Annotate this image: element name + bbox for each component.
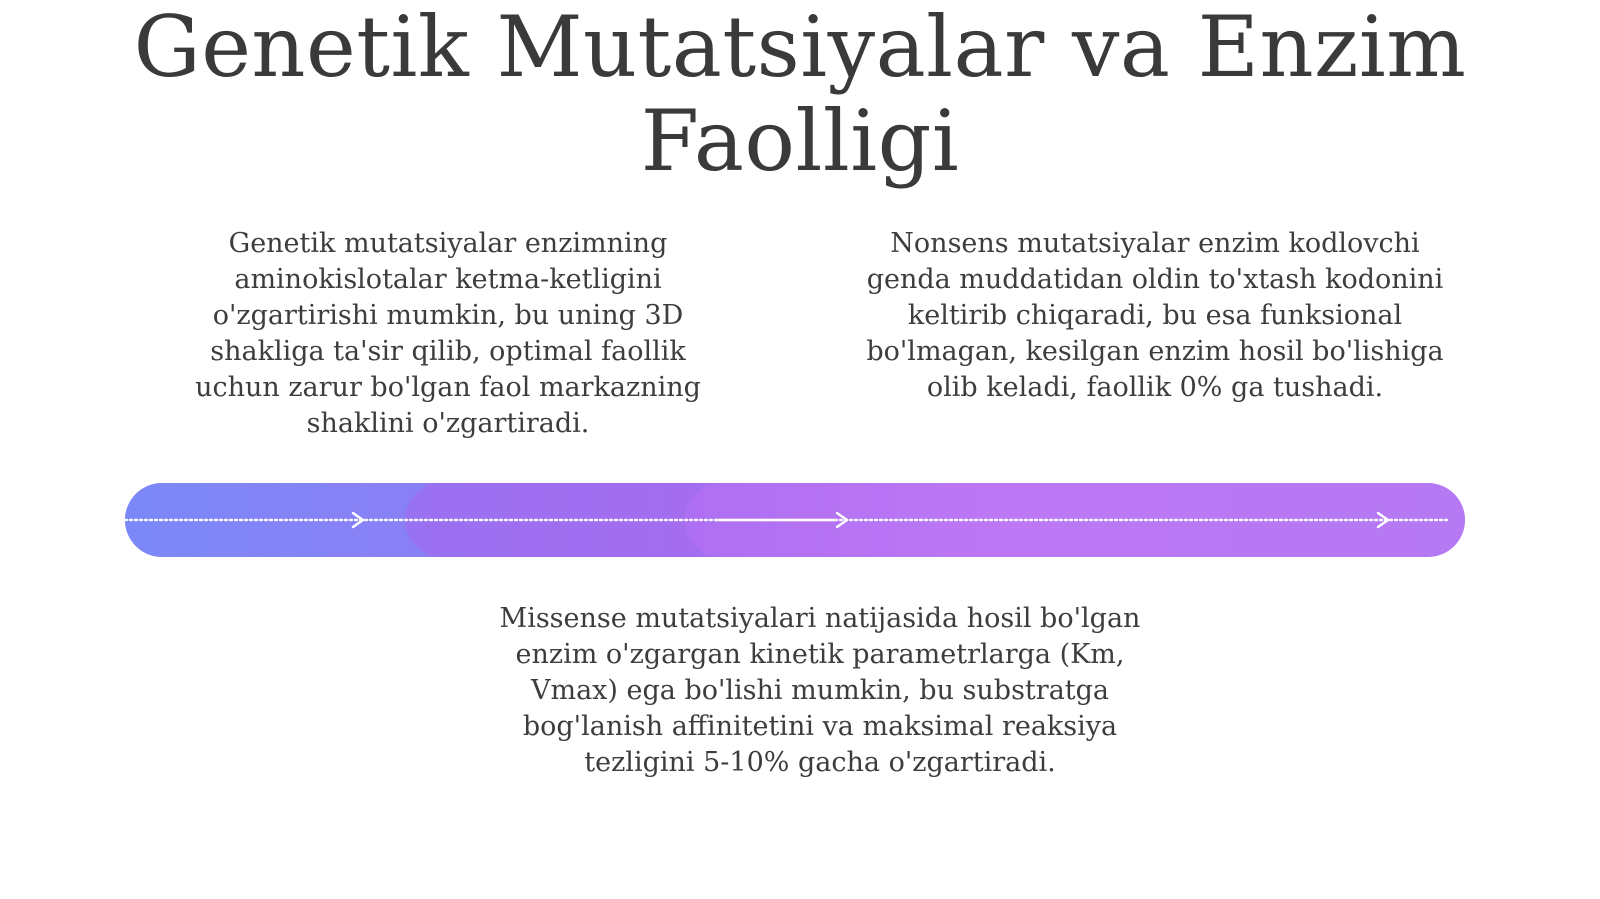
page-title: Genetik Mutatsiyalar va Enzim Faolligi: [133, 0, 1467, 190]
timeline-arrows: [125, 483, 1465, 557]
missense-mutation-text: Missense mutatsiyalari natijasida hosil bo'lgan enzim o'zgargan kinetik parametrlarga (Km, Vmax) ega bo'lishi mumkin, bu substratga bog'lanish affinitetini va maksimal reaksiya tezligini 5-10% gacha o'zgartiradi.: [499, 603, 1141, 778]
nonsense-mutation-text: Nonsens mutatsiyalar enzim kodlovchi genda muddatidan oldin to'xtash kodonini keltirib chiqaradi, bu esa funksional bo'lmagan, kesilgan enzim hosil bo'lishiga olib keladi, faollik 0% ga tushadi.: [866, 228, 1444, 403]
timeline-band: [125, 483, 1465, 557]
mutation-effect-text: Genetik mutatsiyalar enzimning aminokislotalar ketma-ketligini o'zgartirishi mumkin, bu uning 3D shakliga ta'sir qilib, optimal faollik uchun zarur bo'lgan faol markazning shaklini o'zgartiradi.: [195, 228, 701, 439]
